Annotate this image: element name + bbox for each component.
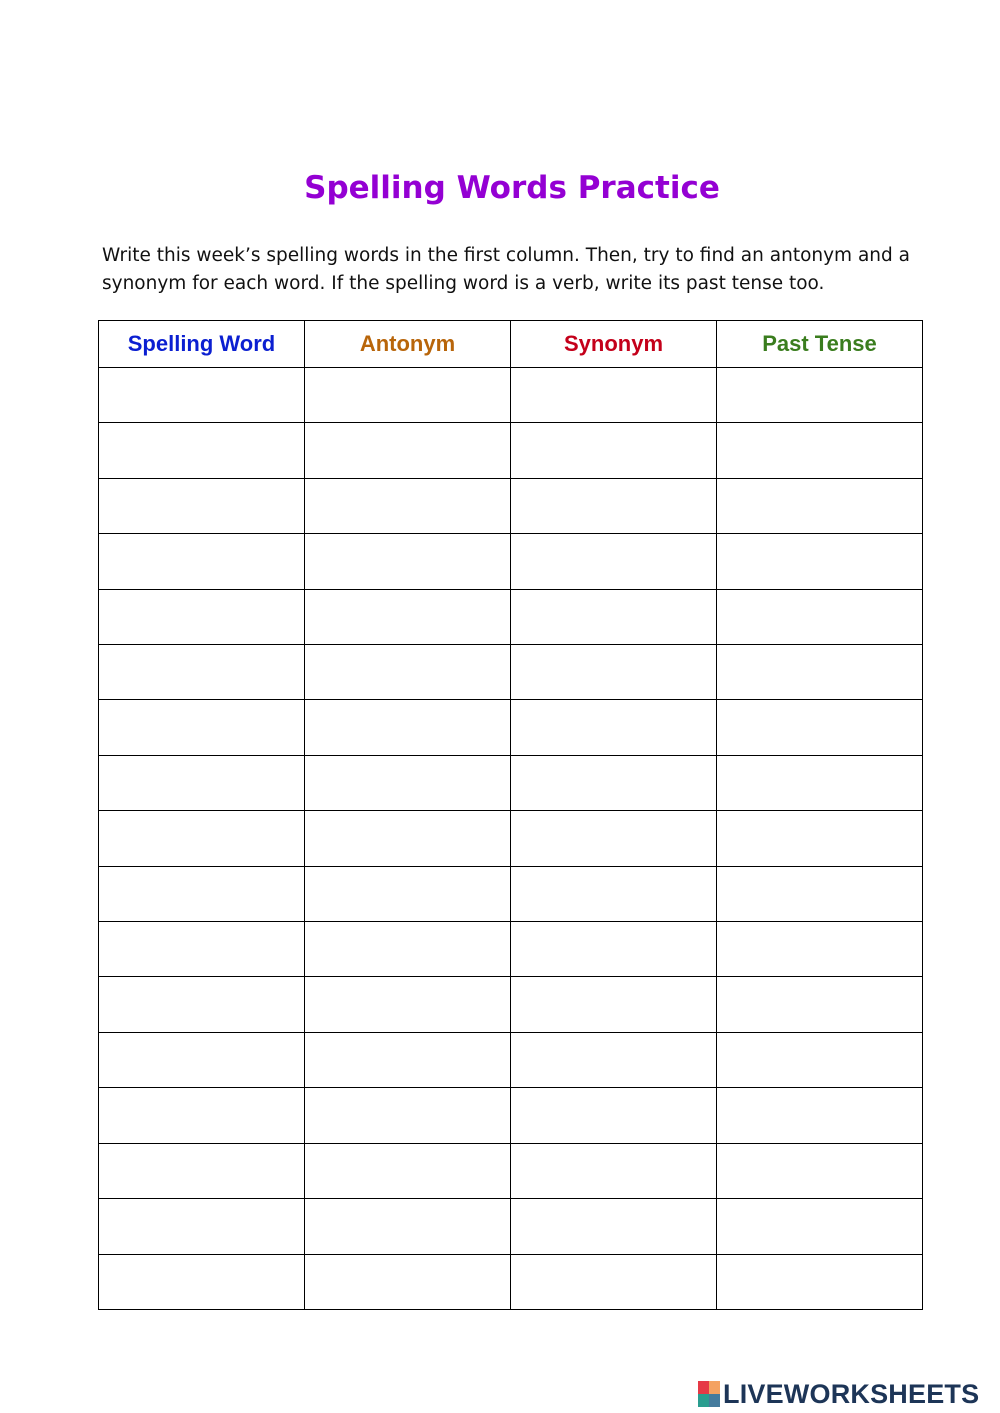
- logo-square-1: [698, 1381, 709, 1394]
- cell-spelling-word: [99, 811, 305, 866]
- answer-input-synonym[interactable]: [511, 1144, 716, 1198]
- cell-past-tense: [717, 700, 923, 755]
- cell-synonym: [511, 1088, 717, 1143]
- cell-spelling-word: [99, 1199, 305, 1254]
- cell-synonym: [511, 811, 717, 866]
- spelling-table: [98, 320, 923, 1310]
- column-header-synonym: Synonym: [511, 321, 717, 368]
- column-header-spelling-word: Spelling Word: [99, 321, 305, 368]
- cell-antonym: [305, 1088, 511, 1143]
- cell-spelling-word: [99, 645, 305, 700]
- table-row: [99, 1199, 923, 1254]
- cell-spelling-word: [99, 423, 305, 478]
- cell-synonym: [511, 368, 717, 423]
- answer-input-antonym[interactable]: [305, 977, 510, 1031]
- cell-antonym: [305, 1254, 511, 1310]
- cell-past-tense: [717, 811, 923, 866]
- cell-synonym: [511, 700, 717, 755]
- table-row: [99, 700, 923, 755]
- cell-antonym: [305, 1199, 511, 1254]
- cell-spelling-word: [99, 1032, 305, 1087]
- answer-input-synonym[interactable]: [511, 479, 716, 533]
- cell-spelling-word: [99, 1088, 305, 1143]
- answer-input-past-tense[interactable]: [717, 534, 922, 588]
- cell-synonym: [511, 755, 717, 810]
- answer-input-antonym[interactable]: [305, 922, 510, 976]
- answer-input-spelling-word[interactable]: [99, 534, 304, 588]
- answer-input-synonym[interactable]: [511, 645, 716, 699]
- answer-input-past-tense[interactable]: [717, 1144, 922, 1198]
- cell-antonym: [305, 589, 511, 644]
- cell-spelling-word: [99, 368, 305, 423]
- answer-input-antonym[interactable]: [305, 1144, 510, 1198]
- cell-past-tense: [717, 589, 923, 644]
- cell-past-tense: [717, 1254, 923, 1310]
- answer-input-past-tense[interactable]: [717, 1199, 922, 1253]
- cell-spelling-word: [99, 1143, 305, 1198]
- table-row: [99, 1088, 923, 1143]
- answer-input-spelling-word[interactable]: [99, 1199, 304, 1253]
- answer-input-antonym[interactable]: [305, 368, 510, 422]
- table-row: [99, 423, 923, 478]
- answer-input-spelling-word[interactable]: [99, 590, 304, 644]
- answer-input-synonym[interactable]: [511, 368, 716, 422]
- cell-past-tense: [717, 977, 923, 1032]
- answer-input-spelling-word[interactable]: [99, 700, 304, 754]
- cell-antonym: [305, 977, 511, 1032]
- cell-past-tense: [717, 534, 923, 589]
- answer-input-spelling-word[interactable]: [99, 922, 304, 976]
- cell-past-tense: [717, 1199, 923, 1254]
- table-row: [99, 1032, 923, 1087]
- answer-input-spelling-word[interactable]: [99, 1033, 304, 1087]
- answer-input-synonym[interactable]: [511, 1033, 716, 1087]
- answer-input-synonym[interactable]: [511, 922, 716, 976]
- answer-input-past-tense[interactable]: [717, 1033, 922, 1087]
- cell-spelling-word: [99, 755, 305, 810]
- cell-antonym: [305, 1032, 511, 1087]
- answer-input-past-tense[interactable]: [717, 368, 922, 422]
- cell-synonym: [511, 1143, 717, 1198]
- cell-spelling-word: [99, 589, 305, 644]
- answer-input-synonym[interactable]: [511, 756, 716, 810]
- answer-input-antonym[interactable]: [305, 645, 510, 699]
- answer-input-synonym[interactable]: [511, 867, 716, 921]
- cell-synonym: [511, 478, 717, 533]
- cell-antonym: [305, 534, 511, 589]
- logo-square-3: [698, 1394, 709, 1407]
- cell-past-tense: [717, 1143, 923, 1198]
- cell-past-tense: [717, 368, 923, 423]
- cell-past-tense: [717, 478, 923, 533]
- cell-antonym: [305, 423, 511, 478]
- answer-input-past-tense[interactable]: [717, 867, 922, 921]
- table-body: [99, 368, 923, 1310]
- cell-synonym: [511, 1032, 717, 1087]
- answer-input-past-tense[interactable]: [717, 423, 922, 477]
- answer-input-antonym[interactable]: [305, 811, 510, 865]
- cell-antonym: [305, 645, 511, 700]
- answer-input-spelling-word[interactable]: [99, 479, 304, 533]
- table-row: [99, 589, 923, 644]
- cell-antonym: [305, 866, 511, 921]
- answer-input-past-tense[interactable]: [717, 922, 922, 976]
- table-row: [99, 478, 923, 533]
- table-row: [99, 645, 923, 700]
- cell-past-tense: [717, 1032, 923, 1087]
- answer-input-past-tense[interactable]: [717, 1255, 922, 1310]
- answer-input-spelling-word[interactable]: [99, 1255, 304, 1310]
- cell-spelling-word: [99, 977, 305, 1032]
- answer-input-antonym[interactable]: [305, 756, 510, 810]
- answer-input-antonym[interactable]: [305, 1199, 510, 1253]
- answer-input-synonym[interactable]: [511, 700, 716, 754]
- cell-synonym: [511, 423, 717, 478]
- cell-synonym: [511, 866, 717, 921]
- cell-synonym: [511, 1199, 717, 1254]
- cell-synonym: [511, 534, 717, 589]
- answer-input-synonym[interactable]: [511, 977, 716, 1031]
- answer-input-spelling-word[interactable]: [99, 423, 304, 477]
- cell-spelling-word: [99, 534, 305, 589]
- answer-input-past-tense[interactable]: [717, 645, 922, 699]
- answer-input-antonym[interactable]: [305, 700, 510, 754]
- column-header-antonym: Antonym: [305, 321, 511, 368]
- cell-antonym: [305, 1143, 511, 1198]
- cell-antonym: [305, 700, 511, 755]
- answer-input-past-tense[interactable]: [717, 756, 922, 810]
- answer-input-synonym[interactable]: [511, 1255, 716, 1310]
- worksheet-title: Spelling Words Practice: [304, 170, 720, 206]
- table-header-row: [99, 321, 923, 368]
- cell-antonym: [305, 755, 511, 810]
- answer-input-past-tense[interactable]: [717, 811, 922, 865]
- answer-input-past-tense[interactable]: [717, 977, 922, 1031]
- cell-synonym: [511, 589, 717, 644]
- answer-input-past-tense[interactable]: [717, 1088, 922, 1142]
- table-row: [99, 811, 923, 866]
- worksheet-instructions: Write this week’s spelling words in the first column. Then, try to find an antonym and a synonym for each word. If the spelling word is a verb, write its past tense too.: [102, 245, 910, 294]
- cell-past-tense: [717, 866, 923, 921]
- answer-input-antonym[interactable]: [305, 1255, 510, 1310]
- answer-input-synonym[interactable]: [511, 1088, 716, 1142]
- answer-input-spelling-word[interactable]: [99, 1088, 304, 1142]
- answer-input-spelling-word[interactable]: [99, 645, 304, 699]
- answer-input-antonym[interactable]: [305, 1088, 510, 1142]
- answer-input-antonym[interactable]: [305, 423, 510, 477]
- answer-input-past-tense[interactable]: [717, 479, 922, 533]
- cell-spelling-word: [99, 1254, 305, 1310]
- cell-past-tense: [717, 645, 923, 700]
- cell-past-tense: [717, 922, 923, 977]
- answer-input-spelling-word[interactable]: [99, 368, 304, 422]
- table-row: [99, 755, 923, 810]
- answer-input-antonym[interactable]: [305, 590, 510, 644]
- liveworksheets-logo: [698, 1378, 979, 1410]
- table-row: [99, 534, 923, 589]
- table-row: [99, 1143, 923, 1198]
- cell-past-tense: [717, 1088, 923, 1143]
- liveworksheets-logo-text: LIVEWORKSHEETS: [723, 1378, 980, 1409]
- logo-square-4: [709, 1394, 720, 1407]
- answer-input-past-tense[interactable]: [717, 590, 922, 644]
- table-row: [99, 977, 923, 1032]
- answer-input-antonym[interactable]: [305, 867, 510, 921]
- cell-synonym: [511, 645, 717, 700]
- cell-synonym: [511, 922, 717, 977]
- answer-input-synonym[interactable]: [511, 811, 716, 865]
- answer-input-spelling-word[interactable]: [99, 867, 304, 921]
- answer-input-synonym[interactable]: [511, 534, 716, 588]
- cell-antonym: [305, 368, 511, 423]
- answer-input-synonym[interactable]: [511, 423, 716, 477]
- table-row: [99, 866, 923, 921]
- cell-antonym: [305, 922, 511, 977]
- cell-synonym: [511, 977, 717, 1032]
- logo-square-2: [709, 1381, 720, 1394]
- answer-input-spelling-word[interactable]: [99, 811, 304, 865]
- answer-input-spelling-word[interactable]: [99, 1144, 304, 1198]
- cell-spelling-word: [99, 478, 305, 533]
- cell-synonym: [511, 1254, 717, 1310]
- answer-input-antonym[interactable]: [305, 479, 510, 533]
- cell-spelling-word: [99, 866, 305, 921]
- answer-input-antonym[interactable]: [305, 534, 510, 588]
- answer-input-synonym[interactable]: [511, 590, 716, 644]
- answer-input-past-tense[interactable]: [717, 700, 922, 754]
- cell-past-tense: [717, 755, 923, 810]
- column-header-past-tense: Past Tense: [717, 321, 923, 368]
- cell-antonym: [305, 811, 511, 866]
- answer-input-antonym[interactable]: [305, 1033, 510, 1087]
- answer-input-spelling-word[interactable]: [99, 977, 304, 1031]
- cell-past-tense: [717, 423, 923, 478]
- cell-antonym: [305, 478, 511, 533]
- table-row: [99, 368, 923, 423]
- table-row: [99, 922, 923, 977]
- liveworksheets-logo-icon: [698, 1381, 720, 1407]
- cell-spelling-word: [99, 700, 305, 755]
- table-row: [99, 1254, 923, 1310]
- cell-spelling-word: [99, 922, 305, 977]
- answer-input-spelling-word[interactable]: [99, 756, 304, 810]
- answer-input-synonym[interactable]: [511, 1199, 716, 1253]
